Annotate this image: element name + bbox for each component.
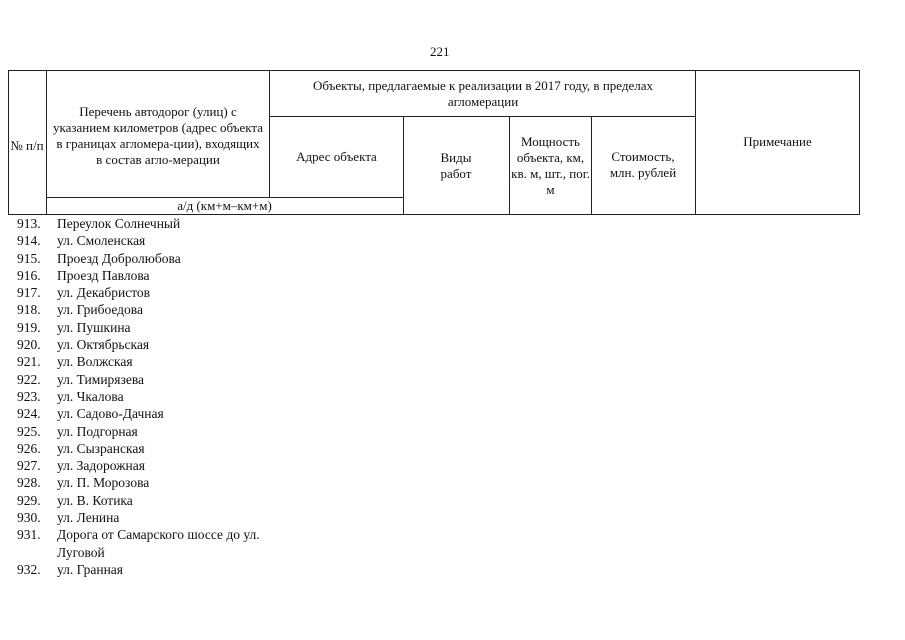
row-number: 925. xyxy=(17,423,41,439)
row-number: 915. xyxy=(17,250,41,266)
header-col-divider-3 xyxy=(403,116,404,215)
row-road-name: Проезд Добролюбова xyxy=(57,250,181,266)
row-road-name: ул. В. Котика xyxy=(57,492,133,508)
header-left-border xyxy=(8,70,9,215)
row-road-name: ул. Грибоедова xyxy=(57,302,143,318)
row-road-name: ул. П. Морозова xyxy=(57,475,150,491)
row-number: 921. xyxy=(17,354,41,370)
page-number: 221 xyxy=(430,44,450,59)
row-number: 919. xyxy=(17,319,41,335)
row-road-name: ул. Садово-Дачная xyxy=(57,406,164,422)
row-road-name: Дорога от Самарского шоссе до ул. Луговой xyxy=(57,527,260,560)
row-road-name: ул. Смоленская xyxy=(57,233,146,249)
row-number: 917. xyxy=(17,285,41,301)
header-roads-cell: Перечень автодорог (улиц) с указанием километров (адрес объекта в границах агломера-ции), входящих в состав агло-мерации xyxy=(52,104,264,167)
table-header xyxy=(8,70,860,215)
row-number: 922. xyxy=(17,371,41,387)
row-number: 916. xyxy=(17,267,41,283)
row-number: 928. xyxy=(17,475,41,491)
row-number: 923. xyxy=(17,388,41,404)
header-col-divider-1 xyxy=(46,70,47,215)
header-cost-cell: Стоимость, млн. рублей xyxy=(609,149,677,180)
row-number: 926. xyxy=(17,440,41,456)
row-number: 913. xyxy=(17,216,41,231)
row-road-name: ул. Пушкина xyxy=(57,319,131,335)
header-capacity-cell: Мощность объекта, км, кв. м, шт., пог. м xyxy=(511,134,590,197)
row-road-name: ул. Декабристов xyxy=(57,285,151,301)
row-number: 920. xyxy=(17,337,41,353)
header-col-divider-5 xyxy=(591,116,592,215)
header-right-border xyxy=(859,70,860,215)
header-number-cell: № п/п xyxy=(10,138,44,153)
row-number: 929. xyxy=(17,492,41,508)
row-road-name: Проезд Павлова xyxy=(57,267,150,283)
row-road-name: ул. Ленина xyxy=(57,510,120,526)
row-number: 931. xyxy=(17,527,41,543)
row-road-name: Переулок Солнечный xyxy=(57,216,181,231)
row-number: 932. xyxy=(17,561,41,577)
row-number: 927. xyxy=(17,458,41,474)
row-number: 914. xyxy=(17,233,41,249)
header-note-cell: Примечание xyxy=(743,134,812,149)
row-road-name: ул. Чкалова xyxy=(57,388,124,404)
row-road-name: ул. Сызранская xyxy=(57,440,145,456)
header-works-cell: Виды работ xyxy=(440,150,472,181)
row-road-name: ул. Подгорная xyxy=(57,423,138,439)
header-address-cell: Адрес объекта xyxy=(296,149,377,164)
row-number: 930. xyxy=(17,510,41,526)
header-objects-group: Объекты, предлагаемые к реализации в 2017 году, в пределах агломерации xyxy=(312,78,654,109)
row-road-name: ул. Волжская xyxy=(57,354,133,370)
row-road-name: ул. Задорожная xyxy=(57,458,145,474)
header-roads-subcell: а/д (км+м–км+м) xyxy=(177,197,272,213)
row-number: 924. xyxy=(17,406,41,422)
row-road-name: ул. Гранная xyxy=(57,561,123,577)
row-number: 918. xyxy=(17,302,41,318)
row-road-name: ул. Октябрьская xyxy=(57,337,150,353)
row-road-name: ул. Тимирязева xyxy=(57,371,145,387)
